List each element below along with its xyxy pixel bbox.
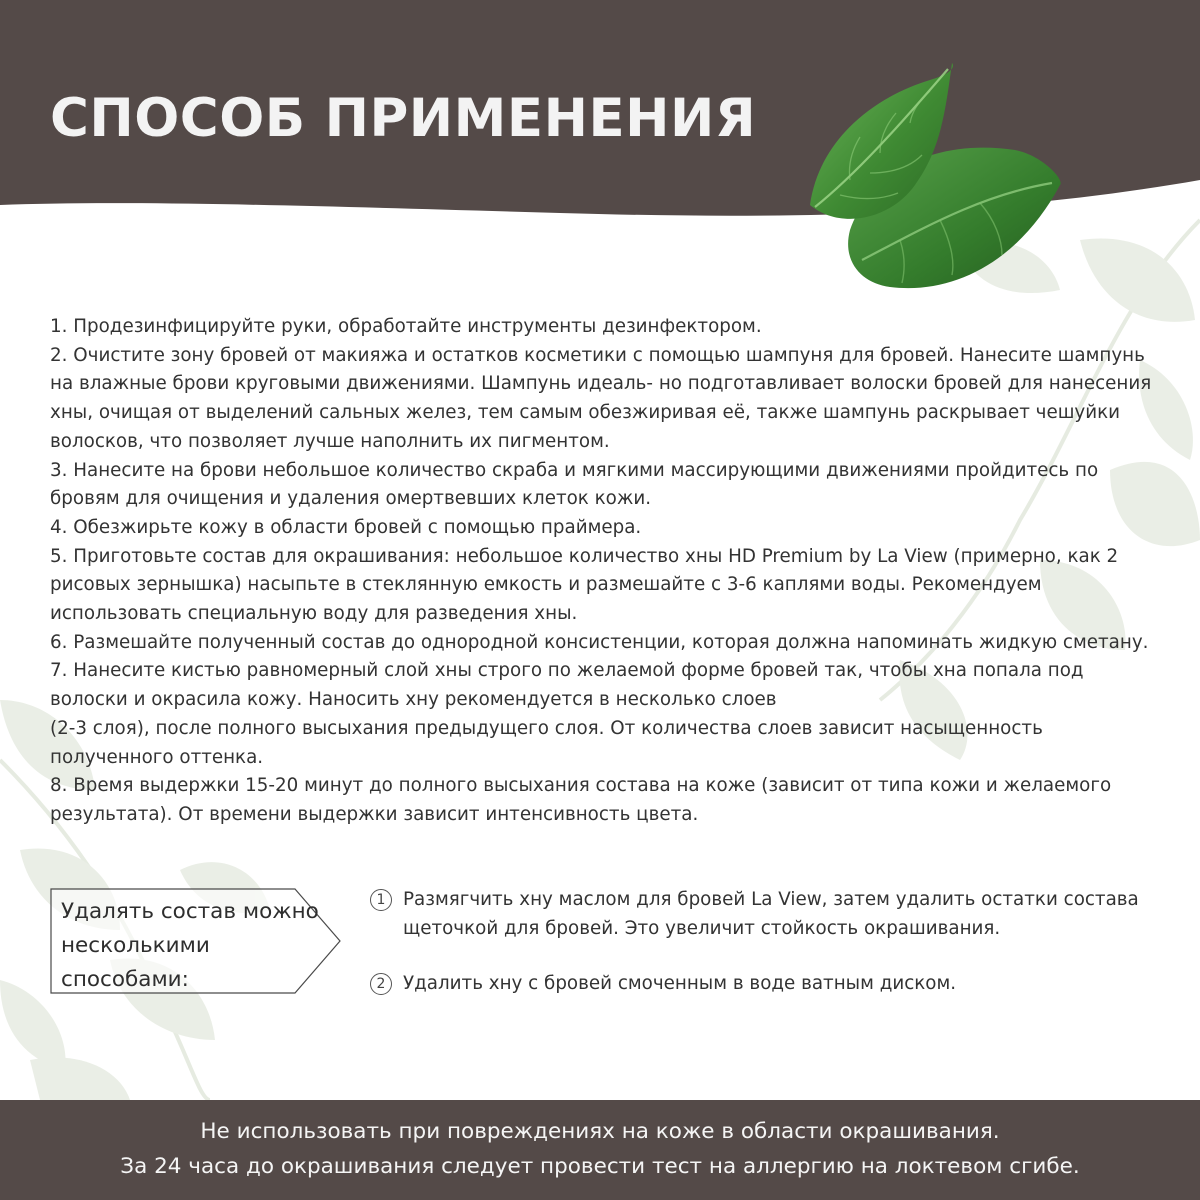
removal-option-2 [370,970,1160,999]
step-3 [50,457,1155,514]
basil-leaves-icon [780,55,1080,305]
step-text: Нанесите на брови небольшое количество скраба и мягкими массирующими движениями пройдитесь по бровям для очищения и удаления омертвевших клеток кожи. [50,459,1099,510]
step-text: Размешайте полученный состав до однородной консистенции, которая должна напоминать жидкую сметану. [73,631,1149,653]
step-text: Очистите зону бровей от макияжа и остатков косметики с помощью шампуня для бровей. Нанесите шампунь на влажные брови круговыми движениями. Шампунь идеаль- но подготавливает волоски бровей для нанесения хны, очищая от выделений сальных желез, тем самым обезжиривая её, также шампунь раскрывает чешуйки волосков, что позволяет лучше наполнить их пигментом. [50,344,1152,452]
step-5 [50,543,1155,629]
circled-number-icon: 1 [370,889,392,911]
step-6 [50,629,1155,658]
warning-footer [0,1100,1200,1200]
removal-options [370,886,1160,999]
step-number: 1. [50,316,68,337]
page-title: СПОСОБ ПРИМЕНЕНИЯ [50,88,757,149]
step-text: Время выдержки 15-20 минут до полного высыхания состава на коже (зависит от типа кожи и желаемого результата). От времени выдержки зависит интенсивность цвета. [50,775,1112,825]
step-7 [50,657,1155,772]
warning-line-1: Не использовать при повреждениях на коже в области окрашивания. [200,1119,1000,1144]
removal-callout [50,888,342,994]
circled-number-icon: 2 [370,973,392,995]
step-8 [50,772,1155,829]
option-text: Удалить хну с бровей смоченным в воде ватным диском. [403,973,957,995]
step-text: Приготовьте состав для окрашивания: небольшое количество хны HD Premium by La View (примерно, как 2 рисовых зернышка) насыпьте в стеклянную емкость и размешайте с 3-6 каплями воды. Рекомендуем использовать специальную воду для разведения хны. [50,545,1119,625]
option-text: Размягчить хну маслом для бровей La View, затем удалить остатки состава щеточкой для бровей. Это увеличит стойкость окрашивания. [403,889,1139,939]
step-4 [50,514,1155,543]
step-2 [50,342,1155,457]
step-1 [50,313,1155,342]
removal-option-1 [370,886,1160,943]
instructions-list [50,313,1155,830]
removal-title: Удалять состав можно несколькими способами: [61,899,319,992]
step-text: Нанесите кистью равномерный слой хны строго по желаемой форме бровей так, чтобы хна попала под волоски и окрасила кожу. Наносить хну рекомендуется в несколько слоев (2-3 слоя), после полного высыхания предыдущего слоя. От количества слоев зависит насыщенность полученного оттенка. [50,660,1084,768]
step-number: 4. [50,516,68,538]
step-number: 3. [50,459,68,481]
step-number: 8. [50,775,68,797]
step-number: 5. [50,545,68,567]
warning-line-2: За 24 часа до окрашивания следует провести тест на аллергию на локтевом сгибе. [120,1154,1080,1179]
step-number: 2. [50,344,68,366]
step-text: Обезжирьте кожу в области бровей с помощью праймера. [73,516,642,538]
step-number: 7. [50,660,68,682]
step-text: Продезинфицируйте руки, обработайте инструменты дезинфектором. [73,316,762,337]
step-number: 6. [50,631,68,653]
